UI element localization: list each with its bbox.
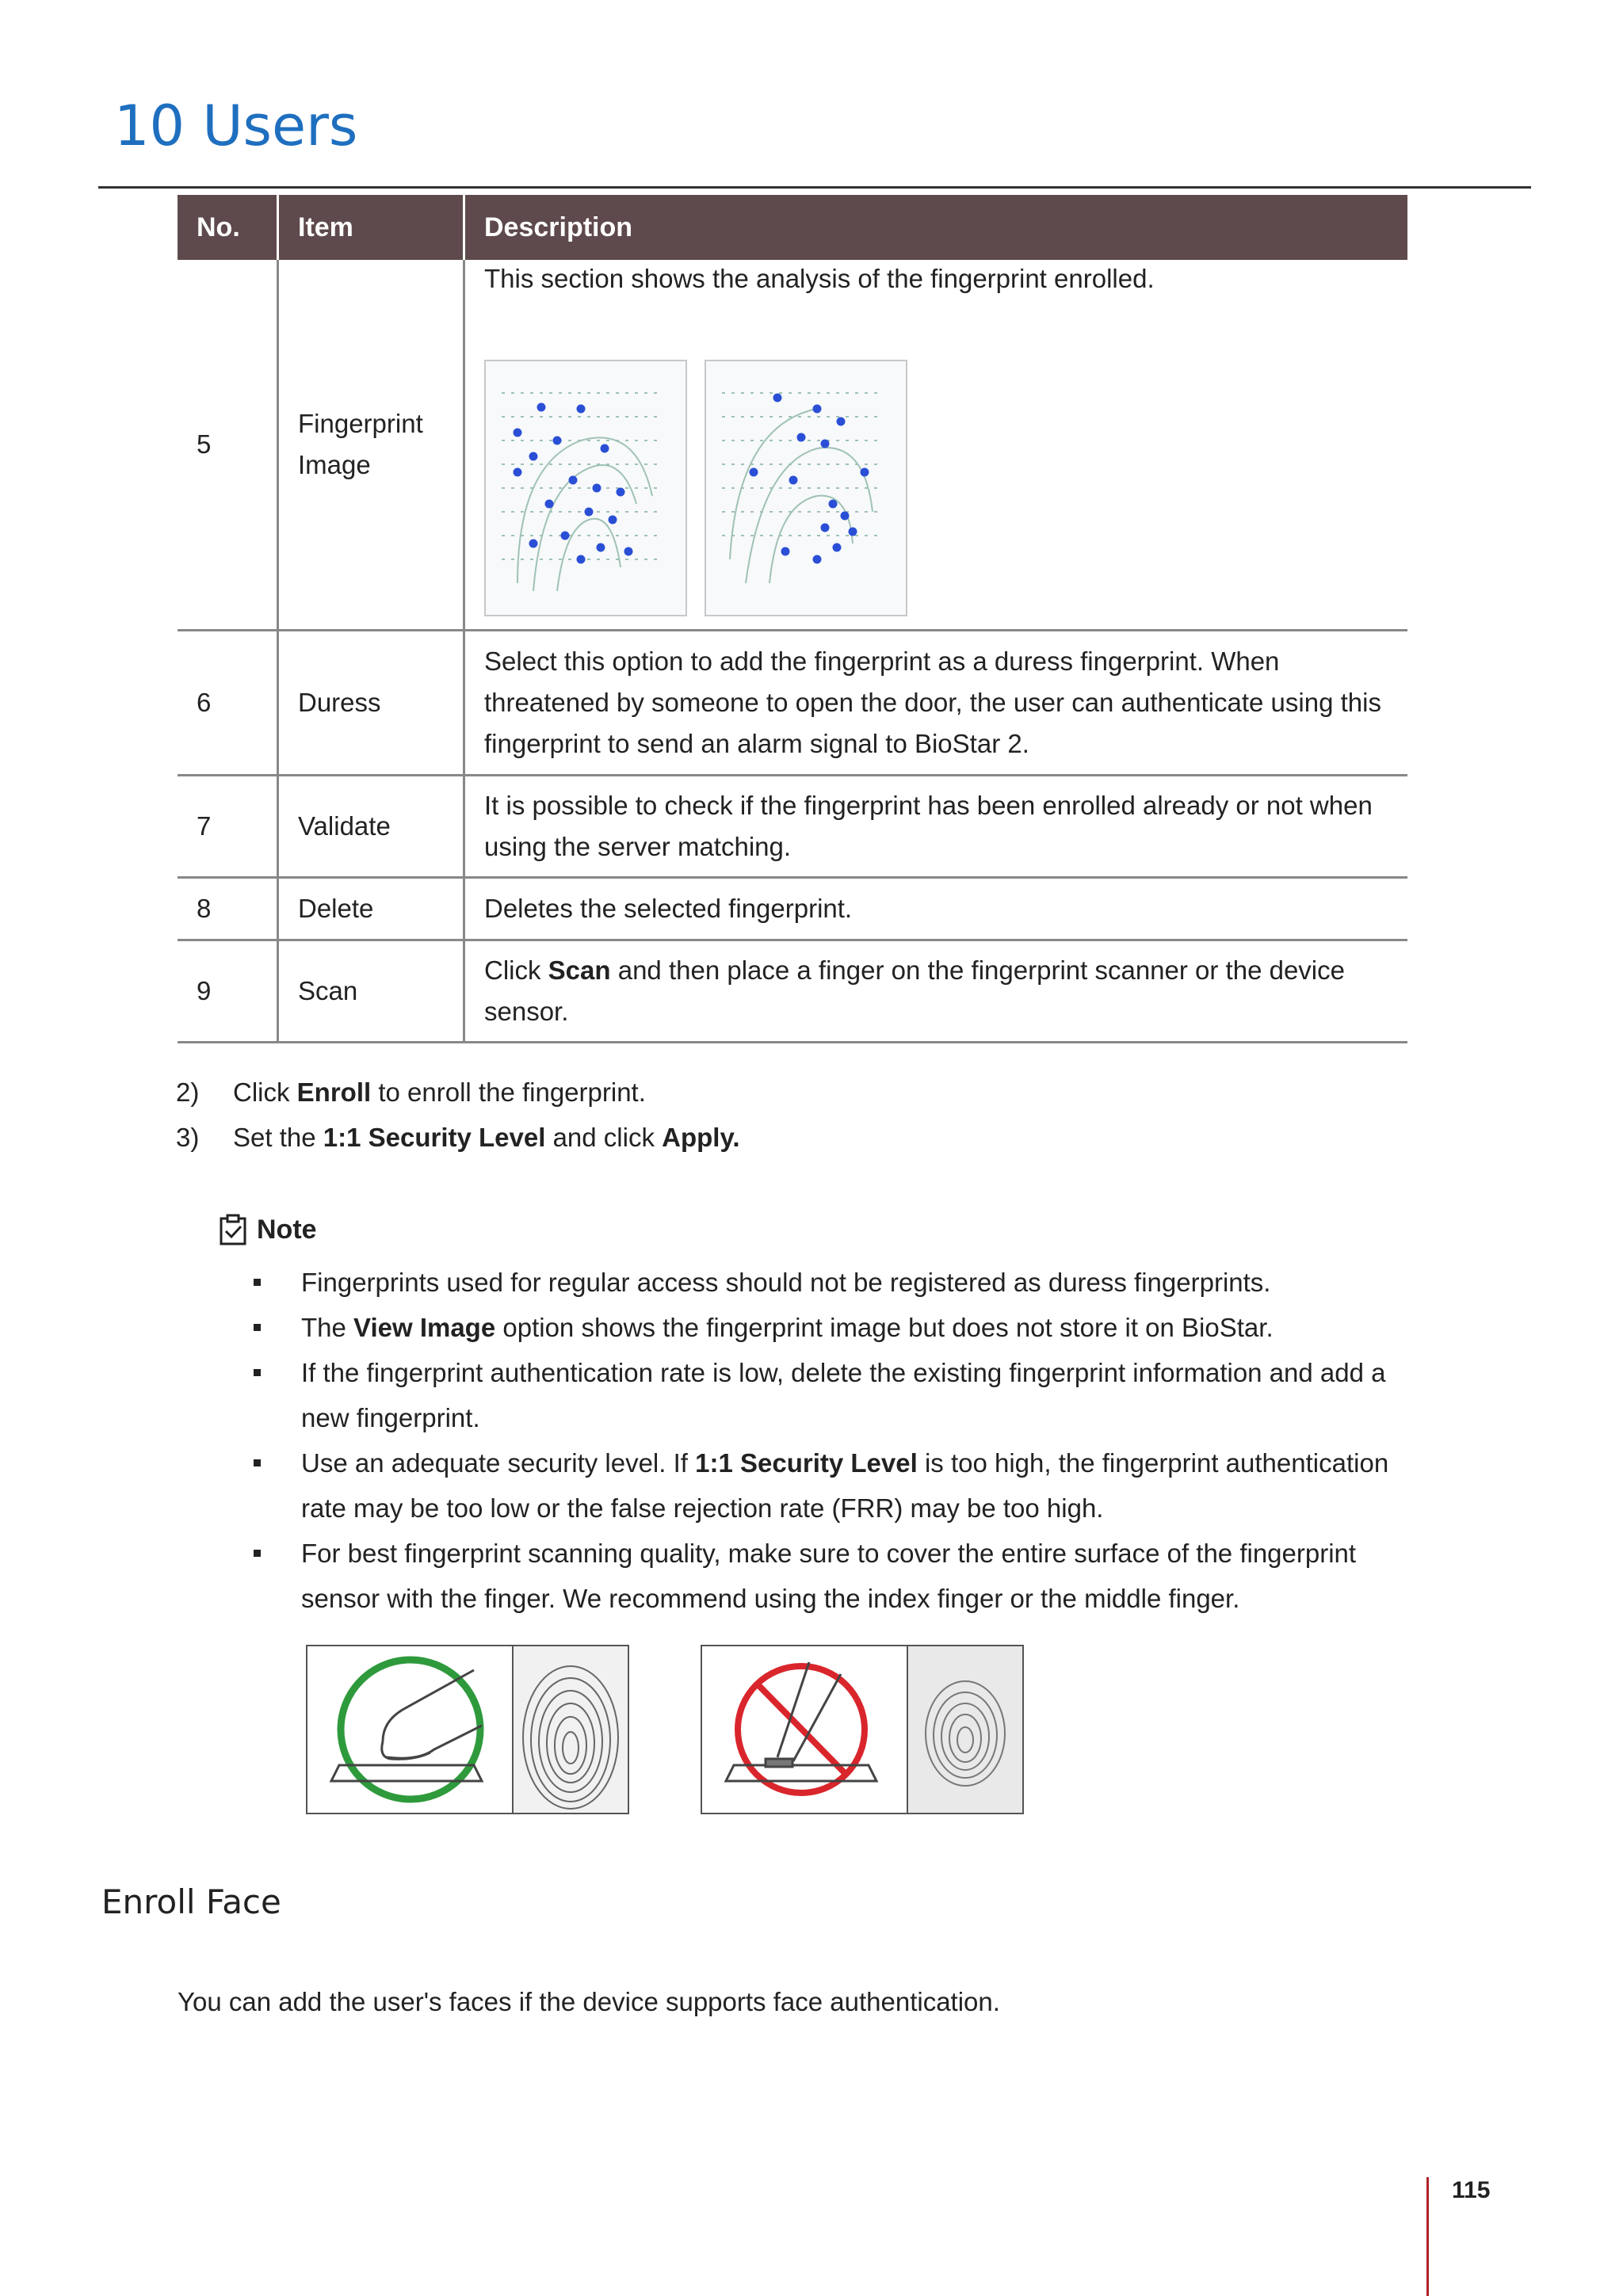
row-no: 7: [178, 776, 278, 878]
step-text: Set the: [233, 1123, 323, 1152]
fingerprint-analysis-images: [484, 360, 1388, 616]
step-bold: Enroll: [296, 1077, 372, 1107]
section-title: Enroll Face: [101, 1882, 281, 1921]
step-enroll: [176, 1077, 646, 1108]
note-heading: [219, 1214, 317, 1245]
header-description: Description: [464, 195, 1408, 260]
table-row: [178, 776, 1407, 878]
table-row: [178, 878, 1407, 940]
note-text: option shows the fingerprint image but does not store it on BioStar.: [495, 1313, 1274, 1342]
row-no: 8: [178, 878, 278, 940]
page-number: 115: [1452, 2177, 1491, 2203]
item-description-table: [178, 195, 1407, 1043]
row-item-line: Fingerprint: [298, 409, 423, 438]
fingerprint-minutiae-icon: [486, 361, 685, 615]
fingerprint-icon: [908, 1646, 1022, 1813]
list-item: [254, 1350, 1426, 1440]
chapter-title: 10 Users: [114, 93, 358, 158]
step-text: Click: [233, 1077, 297, 1107]
list-item: [254, 1260, 1426, 1305]
row-no: 5: [178, 260, 278, 631]
step-number: 3): [176, 1123, 200, 1152]
fingerprint-minutiae-icon: [706, 361, 906, 615]
table-row: [178, 631, 1407, 776]
row-item: Scan: [278, 940, 464, 1043]
fingerprint-analysis-image: [484, 360, 687, 616]
correct-finger-placement-figure: [306, 1645, 629, 1814]
note-text: Fingerprints used for regular access should not be registered as duress fingerprints.: [301, 1268, 1271, 1297]
description-text: Click: [484, 955, 548, 985]
partial-fingerprint-image: [908, 1646, 1022, 1813]
note-text: The: [301, 1313, 354, 1342]
section-body: You can add the user's faces if the device supports face authentication.: [178, 1987, 1000, 2016]
scan-label: Scan: [548, 955, 611, 985]
row-description: Deletes the selected fingerprint.: [464, 878, 1408, 940]
fingerprint-icon: [514, 1646, 628, 1813]
row-item: Duress: [278, 631, 464, 776]
row-no: 9: [178, 940, 278, 1043]
footer-rule: [1426, 2177, 1429, 2296]
row-description: It is possible to check if the fingerprint has been enrolled already or not when using the server matching.: [464, 776, 1408, 878]
row-item: Delete: [278, 878, 464, 940]
step-bold: 1:1 Security Level: [323, 1123, 546, 1152]
row-item-line: Image: [298, 450, 371, 479]
header-item: Item: [278, 195, 464, 260]
step-bold: Apply.: [662, 1123, 740, 1152]
note-bold: 1:1 Security Level: [695, 1448, 918, 1478]
full-fingerprint-image: [514, 1646, 628, 1813]
green-circle-icon: [341, 1660, 480, 1799]
fingerprint-analysis-image: [705, 360, 907, 616]
row-item: [278, 260, 464, 631]
row-no: 6: [178, 631, 278, 776]
incorrect-finger-placement-figure: [701, 1645, 1024, 1814]
finger-on-sensor-illustration: [307, 1646, 514, 1813]
list-item: [254, 1440, 1426, 1531]
row-description: [464, 260, 1408, 631]
list-item: [254, 1531, 1426, 1621]
note-list: [254, 1260, 1426, 1621]
row-description: Select this option to add the fingerprint as a duress fingerprint. When threatened by someone to open the door, the user can authenticate using this fingerprint to send an alarm signal to BioStar 2.: [464, 631, 1408, 776]
step-text: to enroll the fingerprint.: [371, 1077, 646, 1107]
description-text: and then place a finger on the fingerprint scanner or the device sensor.: [484, 955, 1345, 1026]
row-description: [464, 940, 1408, 1043]
step-number: 2): [176, 1077, 200, 1107]
note-bold: View Image: [353, 1313, 496, 1342]
step-text: and click: [545, 1123, 663, 1152]
fingertip-on-sensor-illustration: [702, 1646, 908, 1813]
note-title: Note: [257, 1214, 317, 1245]
table-row: [178, 260, 1407, 631]
note-text: Use an adequate security level. If: [301, 1448, 696, 1478]
step-security-level: [176, 1123, 740, 1153]
note-text: If the fingerprint authentication rate is low, delete the existing fingerprint information and add a new fingerprint.: [301, 1358, 1386, 1432]
header-no: No.: [178, 195, 278, 260]
fingerprint-image-description: This section shows the analysis of the fingerprint enrolled.: [484, 264, 1155, 293]
note-text: is too high, the fingerprint authentication rate may be too low or the false rejection rate (FRR) may be too high.: [301, 1448, 1389, 1523]
row-item: Validate: [278, 776, 464, 878]
table-header-row: [178, 195, 1407, 260]
clipboard-check-icon: [219, 1214, 247, 1245]
header-rule: [98, 186, 1531, 189]
note-text: For best fingerprint scanning quality, make sure to cover the entire surface of the fingerprint sensor with the finger. We recommend using the index finger or the middle finger.: [301, 1539, 1357, 1613]
list-item: [254, 1305, 1426, 1350]
table-row: [178, 940, 1407, 1043]
